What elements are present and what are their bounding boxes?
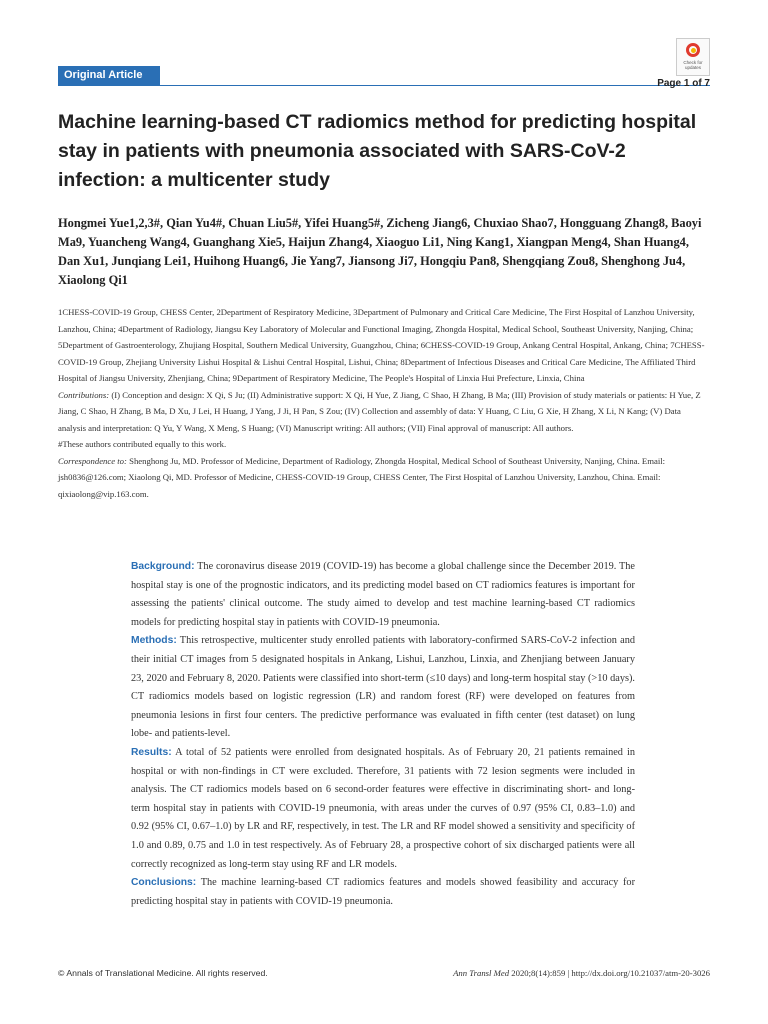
affiliations-block <box>58 304 710 502</box>
background-heading: Background: <box>131 561 195 572</box>
abstract-conclusions <box>131 874 635 911</box>
page-number: Page 1 of 7 <box>657 78 710 89</box>
abstract-results <box>131 744 635 874</box>
crossmark-label: Check for updates <box>683 60 703 70</box>
correspondence-text: Shenghong Ju, MD. Professor of Medicine, Department of Radiology, Zhongda Hospital, Medical School of Southeast University, Nanjing, China. Email: jsh0836@126.com; Xiaolong Qi, MD. Professor of Medicine, CHESS-COVID-19 Group, CHESS Center, The First Hospital of Lanzhou University, Lanzhou, China. Email: qixiaolong@vip.163.com. <box>58 455 666 499</box>
citation-line <box>372 968 710 978</box>
results-heading: Results: <box>131 746 172 758</box>
article-type-badge: Original Article <box>58 66 160 85</box>
affiliations: 1CHESS-COVID-19 Group, CHESS Center, 2Department of Respiratory Medicine, 3Department of Pulmonary and Critical Care Medicine, The First Hospital of Lanzhou University, Lanzhou, China; 4Department of Radiology, Jiangsu Key Laboratory of Molecular and Functional Imaging, Zhongda Hospital, Medical School, Southeast University, Nanjing, China; 5Department of Gastroenterology, Zhujiang Hospital, Southern Medical University, Guangzhou, China; 6CHESS-COVID-19 Group, Ankang Central Hospital, Ankang, China; 7CHESS-COVID-19 Group, Zhejiang University Lishui Hospital & Lishui Central Hospital, Lishui, China; 8Department of Infectious Diseases and Critical Care Medicine, The Affiliated Third Hospital of Jiangsu University, Zhenjiang, China; 9Department of Respiratory Medicine, The People's Hospital of Linxia Hui Prefecture, Linxia, China <box>58 307 705 383</box>
conclusions-heading: Conclusions: <box>131 877 197 889</box>
abstract-background <box>131 558 635 632</box>
correspondence-label: Correspondence to: <box>58 455 127 466</box>
contributions-label: Contributions: <box>58 389 110 400</box>
abstract-methods <box>131 632 635 744</box>
journal-name: Ann Transl Med <box>453 968 510 978</box>
methods-heading: Methods: <box>131 635 177 647</box>
background-text: The coronavirus disease 2019 (COVID-19) has become a global challenge since the December 2019. The hospital stay is one of the prognostic indicators, and its predicting model based on CT radiomics features is important for assessing the patients' clinical outcome. The study aimed to develop and test machine learning-based CT radiomics models for predicting hospital stay in patients with COVID-19 pneumonia. <box>131 561 635 628</box>
crossmark-icon <box>686 43 700 57</box>
methods-text: This retrospective, multicenter study enrolled patients with laboratory-confirmed SARS-CoV-2 infection and their initial CT images from 5 designated hospitals in Ankang, Lishui, Lanzhou, Linxia, and Zhenjiang between January 23, 2020 and February 8, 2020. Patients were classified into short-term (≤10 days) and long-term hospital stay (>10 days). CT radiomics models based on logistic regression (LR) and random forest (RF) were developed on features from pneumonia lesions in first four centers. The predictive performance was evaluated in fifth center (test dataset) on lung lobe- and patients-level. <box>131 635 635 740</box>
check-for-updates-button[interactable] <box>676 38 710 76</box>
abstract <box>131 558 635 911</box>
article-title: Machine learning-based CT radiomics method for predicting hospital stay in patients with pneumonia associated with SARS-CoV-2 infection: a multicenter study <box>58 111 697 191</box>
author-list: Hongmei Yue1,2,3#, Qian Yu4#, Chuan Liu5#, Yifei Huang5#, Zicheng Jiang6, Chuxiao Shao7, Hongguang Zhang8, Baoyi Ma9, Yuancheng Wang4, Guanghang Xie5, Haijun Zhang4, Xiaoguo Li1, Ning Kang1, Xiangpan Meng4, Shan Huang4, Dan Xu1, Junqiang Lei1, Huihong Huang6, Jie Yang7, Jiansong Ji7, Hongqiu Pan8, Shengqiang Zou8, Shenghong Ju4, Xiaolong Qi1 <box>58 216 702 287</box>
equal-contribution-note: #These authors contributed equally to this work. <box>58 439 227 449</box>
contributions <box>58 387 710 437</box>
citation-doi-link[interactable]: 2020;8(14):859 | http://dx.doi.org/10.21037/atm-20-3026 <box>509 968 710 978</box>
conclusions-text: The machine learning-based CT radiomics features and models showed feasibility and accuracy for predicting hospital stay in patients with COVID-19 pneumonia. <box>131 877 635 907</box>
correspondence <box>58 453 710 503</box>
results-text: A total of 52 patients were enrolled from designated hospitals. As of February 20, 21 patients remained in hospital or with non-findings in CT were excluded. Therefore, 31 patients with 72 lesion segments were included in analysis. The CT radiomics models based on 6 second-order features were effective in discriminating short- and long-term hospital stay in patients with COVID-19 pneumonia, with areas under the curves of 0.97 (95% CI, 0.83–1.0) and 0.92 (95% CI, 0.67–1.0) by LR and RF, respectively, in test. The LR and RF model showed a sensitivity and specificity of 1.0 and 0.89, 0.75 and 1.0 in test respectively. As of February 28, a prospective cohort of six discharged patients were all correctly recognized as long-term stay using RF and LR models. <box>131 746 635 870</box>
copyright-notice: © Annals of Translational Medicine. All rights reserved. <box>58 968 268 978</box>
contributions-text: (I) Conception and design: X Qi, S Ju; (II) Administrative support: X Qi, H Yue, Z Jiang, C Shao, H Zhang, B Ma; (III) Provision of study materials or patients: H Yue, Z Jiang, C Shao, H Zhang, B Ma, D Xu, J Lei, H Huang, J Yang, J Ji, H Pan, S Zou; (IV) Collection and assembly of data: Y Huang, C Liu, G Xie, H Zhang, X Li, N Kang; (V) Data analysis and interpretation: Q Yu, Y Wang, X Meng, S Huang; (VI) Manuscript writing: All authors; (VII) Final approval of manuscript: All authors. <box>58 389 701 433</box>
